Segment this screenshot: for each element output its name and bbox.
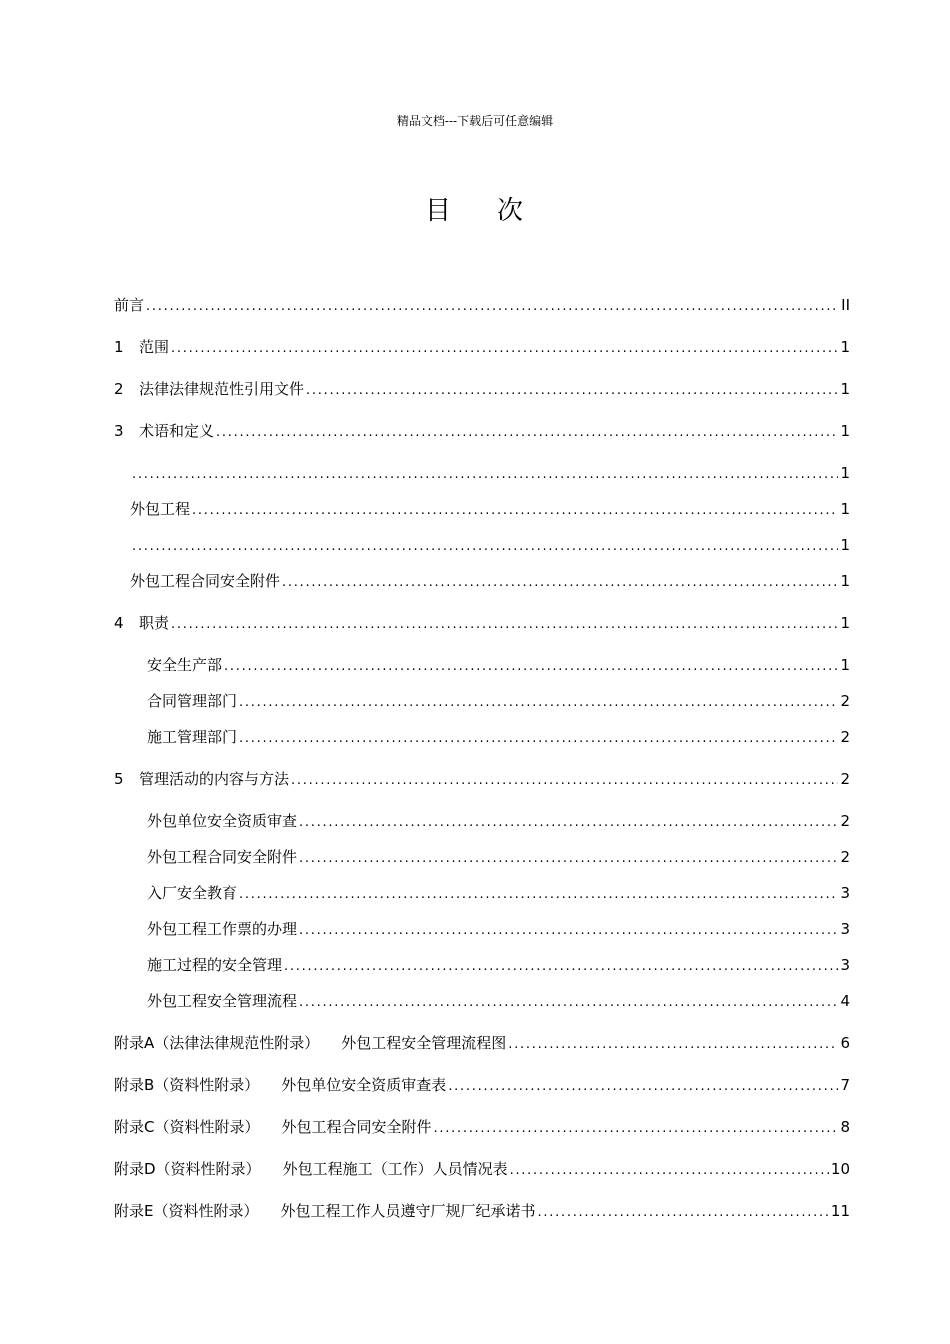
toc-entry[interactable]: 入厂安全教育 . . . 3 (114, 882, 850, 904)
toc-entry[interactable]: 前言 . . . II (114, 294, 850, 316)
toc-entry[interactable]: 3 术语和定义 . . . 1 (114, 420, 850, 442)
toc-entry[interactable]: . . . 1 (114, 462, 850, 484)
page-header: 精品文档---下载后可任意编辑 (396, 114, 554, 128)
toc-appendix-entry[interactable]: 附录C（资料性附录） 外包工程合同安全附件 . . . 8 (114, 1116, 850, 1138)
toc-entry[interactable]: 外包工程合同安全附件 . . . 2 (114, 846, 850, 868)
toc-entry[interactable]: 外包工程安全管理流程 . . . 4 (114, 990, 850, 1012)
toc-appendix-entry[interactable]: 附录A（法律法律规范性附录） 外包工程安全管理流程图 . . . 6 (114, 1032, 850, 1054)
toc-entry[interactable]: 1 范围 . . . 1 (114, 336, 850, 358)
toc-entry[interactable]: 合同管理部门 . . . 2 (114, 690, 850, 712)
toc-entry[interactable]: 安全生产部 . . . 1 (114, 654, 850, 676)
toc-entry[interactable]: 外包工程 . . . 1 (114, 498, 850, 520)
toc-entry[interactable]: 外包工程合同安全附件 . . . 1 (114, 570, 850, 592)
toc-entry[interactable]: 4 职责 . . . 1 (114, 612, 850, 634)
toc-entry[interactable]: 5 管理活动的内容与方法 . . . 2 (114, 768, 850, 790)
toc-entry[interactable]: 外包工程工作票的办理 . . . 3 (114, 918, 850, 940)
toc-appendix-entry[interactable]: 附录B（资料性附录） 外包单位安全资质审查表 . . . 7 (114, 1074, 850, 1096)
toc-entry[interactable]: 2 法律法律规范性引用文件 . . . 1 (114, 378, 850, 400)
toc-entry[interactable]: 外包单位安全资质审查 . . . 2 (114, 810, 850, 832)
toc-appendix-entry[interactable]: 附录E（资料性附录） 外包工程工作人员遵守厂规厂纪承诺书 . . . 11 (114, 1200, 850, 1222)
toc-entry[interactable]: 施工管理部门 . . . 2 (114, 726, 850, 748)
toc-appendix-entry[interactable]: 附录D（资料性附录） 外包工程施工（工作）人员情况表 . . . 10 (114, 1158, 850, 1180)
toc-entry[interactable]: 施工过程的安全管理 . . . 3 (114, 954, 850, 976)
page-title: 目 次 (424, 196, 526, 226)
toc-entry[interactable]: . . . 1 (114, 534, 850, 556)
